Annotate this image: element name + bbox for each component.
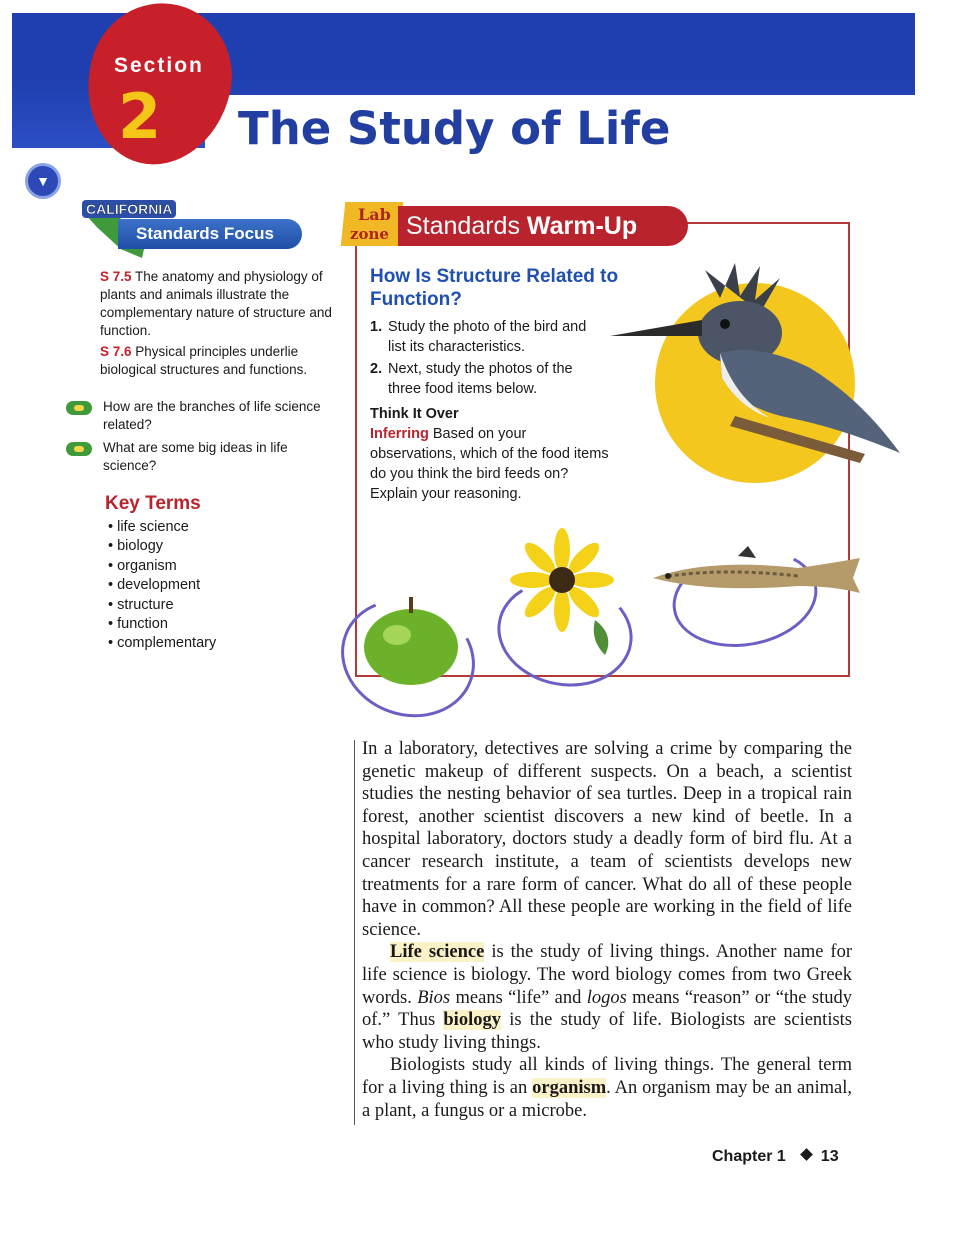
key-term: • development	[108, 576, 216, 595]
petal	[570, 572, 614, 588]
navigation-down-icon[interactable]: ▼	[25, 163, 61, 199]
key-question: What are some big ideas in life science?	[103, 440, 288, 473]
key-term: • function	[108, 615, 216, 634]
diamond-icon	[800, 1148, 813, 1161]
petal	[510, 572, 554, 588]
key-term: • biology	[108, 537, 216, 556]
petal	[554, 588, 570, 632]
standard-text: The anatomy and physiology of plants and animals illustrate the complementary nature of structure and function.	[100, 269, 332, 338]
paragraph-2	[362, 941, 852, 1054]
key-terms-heading: Key Terms	[105, 493, 201, 514]
paragraph-3	[362, 1054, 852, 1122]
term-biology: biology	[443, 1010, 501, 1031]
section-label: Section	[114, 54, 204, 77]
flower-leaf	[594, 620, 609, 655]
warm-up-regular: Standards	[406, 212, 520, 240]
flower-center	[549, 567, 575, 593]
word-logos: logos	[586, 987, 627, 1008]
california-label: CALIFORNIA	[82, 200, 176, 218]
step-text: Next, study the photos of the three food items below.	[388, 361, 573, 397]
key-term: • organism	[108, 557, 216, 576]
key-question-icon	[66, 401, 92, 415]
bird-eye	[720, 319, 730, 329]
standard-item	[100, 268, 345, 340]
inferring-paragraph	[370, 424, 615, 504]
fish-image	[648, 538, 863, 608]
inferring-label: Inferring	[370, 426, 429, 442]
lab-question-heading: How Is Structure Related to Function?	[370, 266, 619, 310]
term-life-science: Life science	[390, 942, 485, 963]
standard-text: Physical principles underlie biological structures and functions.	[100, 344, 308, 377]
apple-stem	[409, 597, 413, 613]
key-term: • life science	[108, 518, 216, 537]
page-footer	[712, 1148, 839, 1166]
think-it-over-heading: Think It Over	[370, 406, 459, 422]
step-text: Study the photo of the bird and list its characteristics.	[388, 319, 587, 355]
standards-warm-up-banner	[398, 206, 688, 246]
term-organism: organism	[532, 1077, 607, 1098]
key-term: • structure	[108, 596, 216, 615]
paragraph-3-text: . An organism may be an animal, a plant, a fungus or a microbe.	[362, 1077, 852, 1121]
margin-rule	[354, 740, 355, 1125]
chapter-label: Chapter 1	[712, 1148, 786, 1165]
standard-code: S 7.6	[100, 344, 132, 359]
body-text	[362, 738, 852, 1122]
lab-zone-word-zone: zone	[350, 225, 389, 243]
key-question: How are the branches of life science related?	[103, 399, 321, 432]
paragraph-1: In a laboratory, detectives are solving a crime by comparing the genetic makeup of different suspects. On a beach, a scientist studies the nesting behavior of sea turtles. Deep in a tropical rain forest, another scientist discovers a new kind of beetle. In a hospital laboratory, doctors study a deadly form of bird flu. At a cancer research institute, a team of scientists develops new treatments for a rare form of cancer. What do all of these people have in common? All these people are working in the field of life science.	[362, 739, 852, 940]
apple-body	[364, 609, 458, 685]
apple-highlight	[383, 625, 411, 645]
yellow-flower-image	[495, 525, 630, 660]
paragraph-2-text: is the study of life. Biologists are scientists who study living things.	[362, 1010, 852, 1053]
section-number: 2	[118, 80, 162, 153]
paragraph-2-text: is the study of living things. Another name for life science is biology. The word biology comes from two Greek words.	[362, 942, 852, 1008]
kingfisher-bird-image	[610, 258, 915, 468]
page-title: The Study of Life	[238, 102, 671, 155]
word-bios: Bios	[417, 987, 451, 1008]
lab-step	[370, 317, 615, 357]
green-apple-image	[362, 595, 460, 685]
bird-beak	[610, 320, 702, 336]
fish-fin	[738, 546, 756, 558]
inferring-text: Based on your observations, which of the food items do you think the bird feeds on? Explain your reasoning.	[370, 426, 609, 502]
standard-item	[100, 343, 345, 379]
key-terms-list	[108, 518, 216, 654]
paragraph-2-text: means “reason” or “the study of.” Thus	[362, 987, 852, 1031]
key-question-icon	[66, 442, 92, 456]
standard-code: S 7.5	[100, 269, 132, 284]
step-number: 1.	[370, 319, 383, 335]
step-number: 2.	[370, 361, 383, 377]
key-term: • complementary	[108, 634, 216, 653]
paragraph-3-text: Biologists study all kinds of living things. The general term for a living thing is an	[362, 1055, 852, 1098]
petal	[554, 528, 570, 572]
warm-up-bold: Warm-Up	[526, 212, 638, 240]
paragraph-2-text: means “life” and	[450, 987, 587, 1008]
fish-eye	[665, 573, 671, 579]
standards-focus-heading: Standards Focus	[118, 219, 302, 249]
page-number: 13	[820, 1148, 839, 1165]
lab-step	[370, 359, 615, 399]
lab-zone-word-lab: Lab	[358, 205, 391, 224]
